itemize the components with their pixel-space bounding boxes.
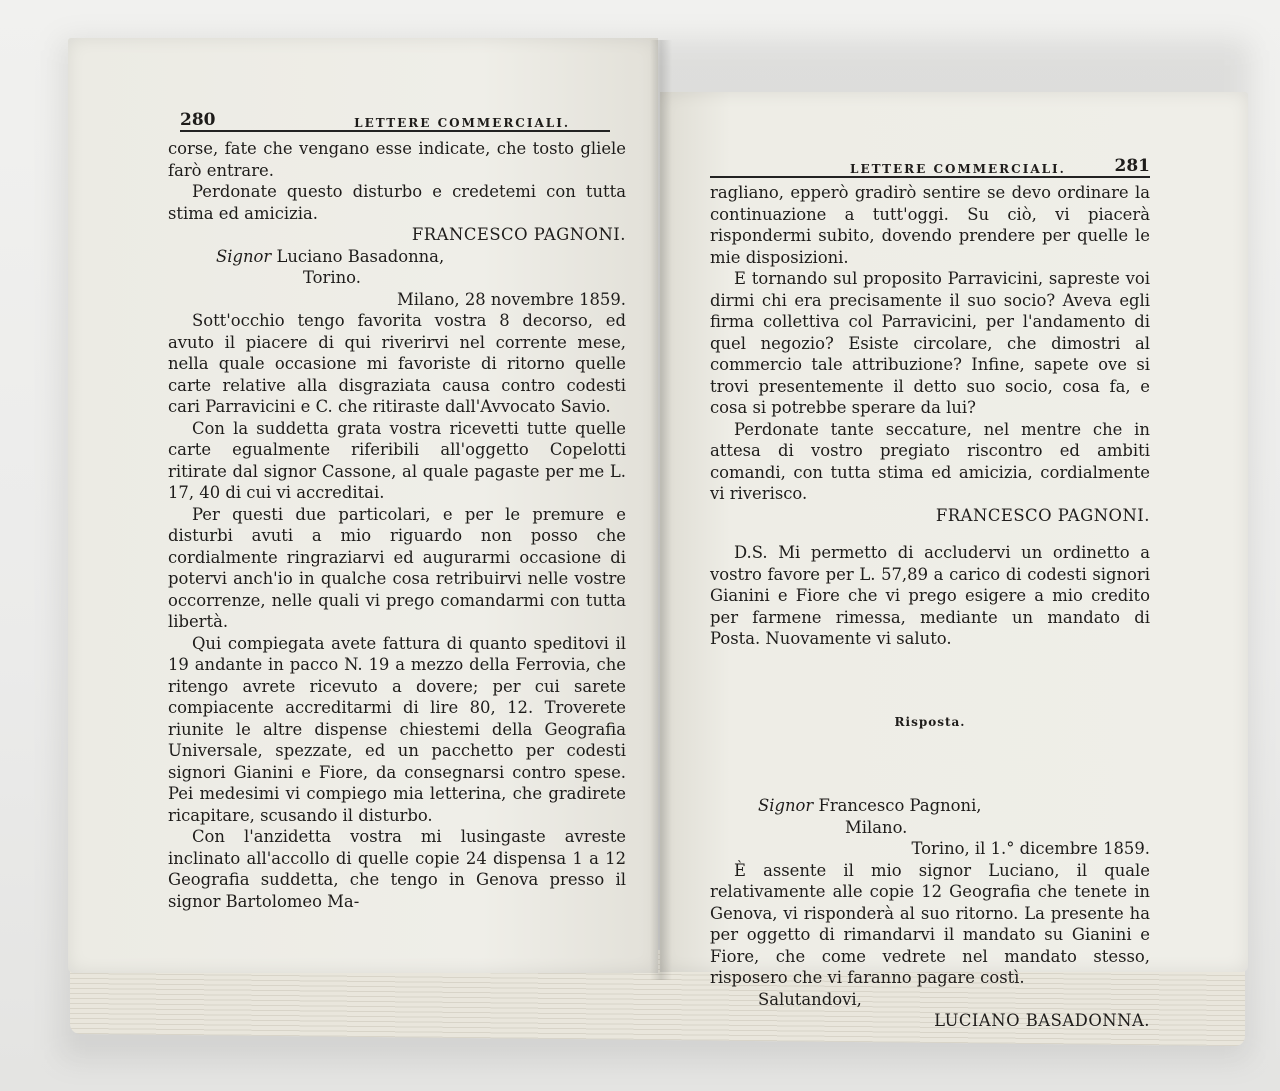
salutation-title: Signor <box>758 796 814 815</box>
line-text: E tornando sul proposito Parravicini, sapreste voi dirmi chi era precisamente il suo socio? Aveva egli firma collettiva col Parravicini, per l'andamento di quel negozio? Esiste circolare, che dimostri al commercio tale attribuzione? Infine, sapete ove si trovi presentemente il detto suo socio, cosa fa, e cosa si potrebbe sperare da lui? <box>710 269 1150 417</box>
line-text: Qui compiegata avete fattura di quanto speditovi il 19 andante in pacco N. 19 a mezzo della Ferrovia, che ritengo avrete ricevuto a dovere; per cui sarete compiacente accreditarmi di lire 80, 12. Troverete riunite le altre dispense chiestemi della Geografia Universale, spezzate, ed un pacchetto per codesti signori Gianini e Fiore, da consegnarsi contro spese. Pei medesimi vi compiego mia letterina, che gradirete ricapitare, scusando il disturbo. <box>168 633 626 825</box>
line-text: Milano. <box>845 817 908 837</box>
paragraph <box>168 826 626 912</box>
right-page-text <box>710 182 1150 1032</box>
spacer <box>710 650 1150 712</box>
line-text: Con l'anzidetta vostra mi lusingaste avreste inclinato all'accollo di quelle copie 24 dispensa 1 a 12 Geografia suddetta, che tengo in Genova presso il signor Bartolomeo Ma- <box>168 827 626 911</box>
page-number: 280 <box>180 110 216 130</box>
running-head: LETTERE COMMERCIALI. <box>850 162 1066 176</box>
book-gutter <box>650 40 672 980</box>
right-page <box>660 92 1248 1030</box>
paragraph <box>710 419 1150 505</box>
left-page-header <box>180 110 610 132</box>
right-page-header <box>710 156 1150 178</box>
line-text: Con la suddetta grata vostra ricevetti tutte quelle carte egualmente riferibili all'oggetto Copelotti ritirate dal signor Cassone, al quale pagaste per me L. 17, 40 di cui vi accreditai. <box>168 418 626 502</box>
signature <box>710 1010 1150 1032</box>
date-line <box>710 838 1150 860</box>
signature <box>168 224 626 246</box>
line-text: Sott'occhio tengo favorita vostra 8 decorso, ed avuto il piacere di qui riverirvi nel corrente mese, nella quale occasione mi favoriste di ritorno quelle carte relative alla disgraziata causa contro codesti cari Parravicini e C. che ritiraste dall'Avvocato Savio. <box>168 311 626 416</box>
paragraph <box>168 504 626 633</box>
salutation-title: Signor <box>216 246 272 266</box>
line-text: Perdonate tante seccature, nel mentre che in attesa di vostro pregiato riscontro ed ambiti comandi, con tutta stima ed amicizia, cordialmente vi riverisco. <box>710 419 1150 503</box>
line-text: Perdonate questo disturbo e credetemi con tutta stima ed amicizia. <box>168 182 626 223</box>
line-text: Luciano Basadonna, <box>271 246 445 266</box>
address-line <box>710 989 1150 1011</box>
line-text: ragliano, epperò gradirò sentire se devo ordinare la continuazione a tutt'oggi. Su ciò, vi piacerà rispondermi subito, dovendo prendere per quelle le mie disposizioni. <box>710 183 1150 267</box>
line-text: D.S. Mi permetto di accludervi un ordinetto a vostro favore per L. 57,89 a carico di codesti signori Gianini e Fiore che vi prego esigere a mio credito per farmene rimessa, mediante un mandato di Posta. Nuovamente vi saluto. <box>710 543 1150 648</box>
page-number: 281 <box>1114 156 1150 176</box>
left-page <box>68 38 658 973</box>
address-city <box>168 267 626 289</box>
address-city <box>710 817 1150 839</box>
running-head: LETTERE COMMERCIALI. <box>354 116 570 130</box>
section-heading <box>710 712 1150 734</box>
paragraph <box>710 182 1150 268</box>
paragraph <box>168 138 626 181</box>
paragraph <box>168 310 626 418</box>
line-text: FRANCESCO PAGNONI. <box>411 225 626 244</box>
line-text: FRANCESCO PAGNONI. <box>935 505 1150 525</box>
line-text: Per questi due particolari, e per le premure e disturbi avuti a mio riguardo non posso che cordialmente ringraziarvi ed augurarmi occasione di potervi anch'io in qualche cosa retribuirvi nelle vostre occorrenze, nelle quali vi prego comandarmi con tutta libertà. <box>168 504 626 631</box>
line-text: Francesco Pagnoni, <box>813 796 982 815</box>
paragraph <box>168 633 626 827</box>
paragraph <box>710 542 1150 650</box>
address-line <box>710 795 1150 817</box>
line-text: Milano, 28 novembre 1859. <box>396 289 626 309</box>
line-text: corse, fate che vengano esse indicate, che tosto gliele farò entrare. <box>168 139 626 180</box>
line-text: Torino, il 1.° dicembre 1859. <box>911 839 1150 858</box>
paragraph <box>168 181 626 224</box>
paragraph <box>710 860 1150 989</box>
line-text: È assente il mio signor Luciano, il quale relativamente alle copie 12 Geografia che tenete in Genova, vi risponderà al suo ritorno. La presente ha per oggetto di rimandarvi il mandato su Gianini e Fiore, che come vedrete nel mandato stesso, risposero che vi faranno pagare costì. <box>710 860 1150 987</box>
spacer <box>710 526 1150 542</box>
line-text: LUCIANO BASADONNA. <box>934 1011 1150 1030</box>
address-line <box>168 246 626 268</box>
line-text: Torino. <box>303 268 361 287</box>
paragraph <box>168 418 626 504</box>
line-text: Salutandovi, <box>758 989 862 1009</box>
left-page-text <box>168 138 626 912</box>
signature <box>710 505 1150 527</box>
line-text: Risposta. <box>894 714 966 729</box>
paragraph <box>710 268 1150 419</box>
spacer <box>710 733 1150 795</box>
date-line <box>168 289 626 311</box>
